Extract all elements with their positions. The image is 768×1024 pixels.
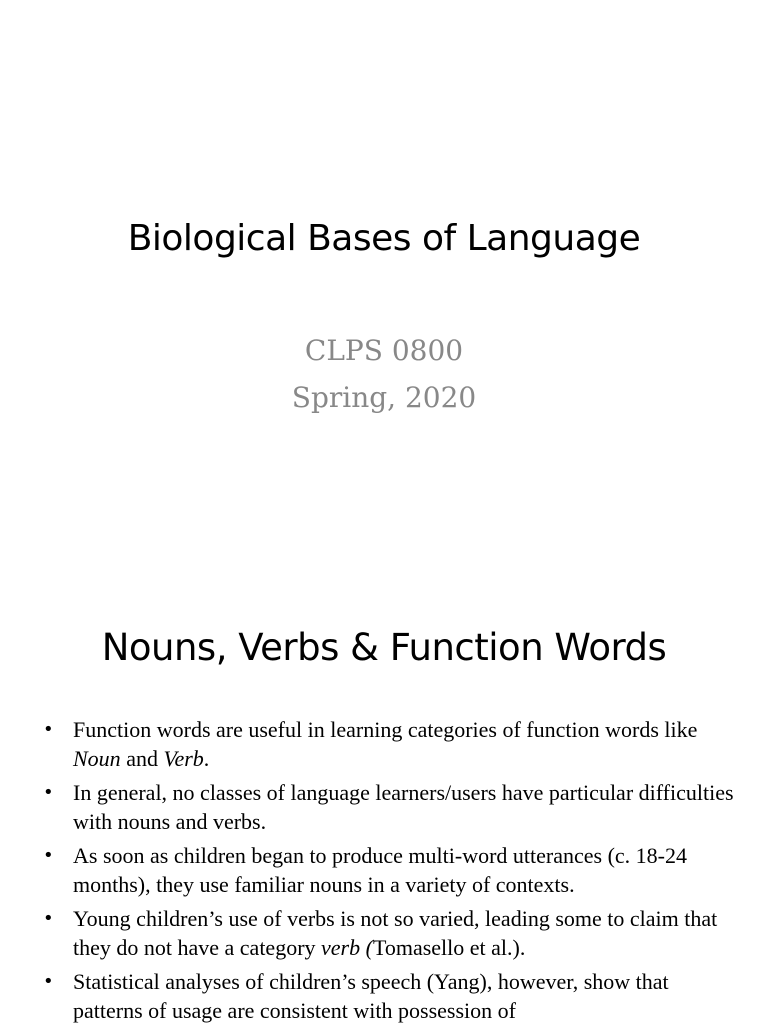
bullet-emphasis: Verb bbox=[163, 746, 204, 771]
bullet-icon: • bbox=[43, 782, 54, 803]
bullet-item bbox=[40, 778, 740, 836]
bullet-text: . bbox=[203, 746, 210, 771]
content-slide bbox=[0, 576, 768, 1024]
bullet-list bbox=[40, 715, 740, 1024]
slide-title: Nouns, Verbs & Function Words bbox=[101, 626, 667, 669]
course-code: CLPS 0800 bbox=[304, 334, 464, 367]
term-date: Spring, 2020 bbox=[291, 381, 477, 414]
bullet-emphasis: verb ( bbox=[321, 935, 373, 960]
bullet-icon: • bbox=[43, 971, 54, 992]
slide-title: Biological Bases of Language bbox=[127, 218, 641, 259]
bullet-emphasis: Noun bbox=[73, 746, 121, 771]
bullet-item bbox=[40, 841, 740, 899]
bullet-item bbox=[40, 904, 740, 962]
bullet-item bbox=[40, 715, 740, 773]
bullet-text: Statistical analyses of children’s speech (Yang), however, show that patterns of usage are consistent with possession of bbox=[73, 969, 669, 1023]
bullet-text: Tomasello et al.). bbox=[372, 935, 526, 960]
bullet-icon: • bbox=[43, 845, 54, 866]
bullet-text: In general, no classes of language learners/users have particular difficulties with nouns and verbs. bbox=[73, 780, 734, 834]
bullet-item bbox=[40, 967, 740, 1024]
bullet-text: Function words are useful in learning categories of function words like bbox=[73, 717, 698, 742]
bullet-text: and bbox=[120, 746, 164, 771]
bullet-text: Young children’s use of verbs is not so varied, leading some to claim that they do not have a category bbox=[73, 906, 718, 960]
bullet-text: As soon as children began to produce multi-word utterances (c. 18-24 months), they use familiar nouns in a variety of contexts. bbox=[73, 843, 687, 897]
bullet-icon: • bbox=[43, 719, 54, 740]
bullet-icon: • bbox=[43, 908, 54, 929]
